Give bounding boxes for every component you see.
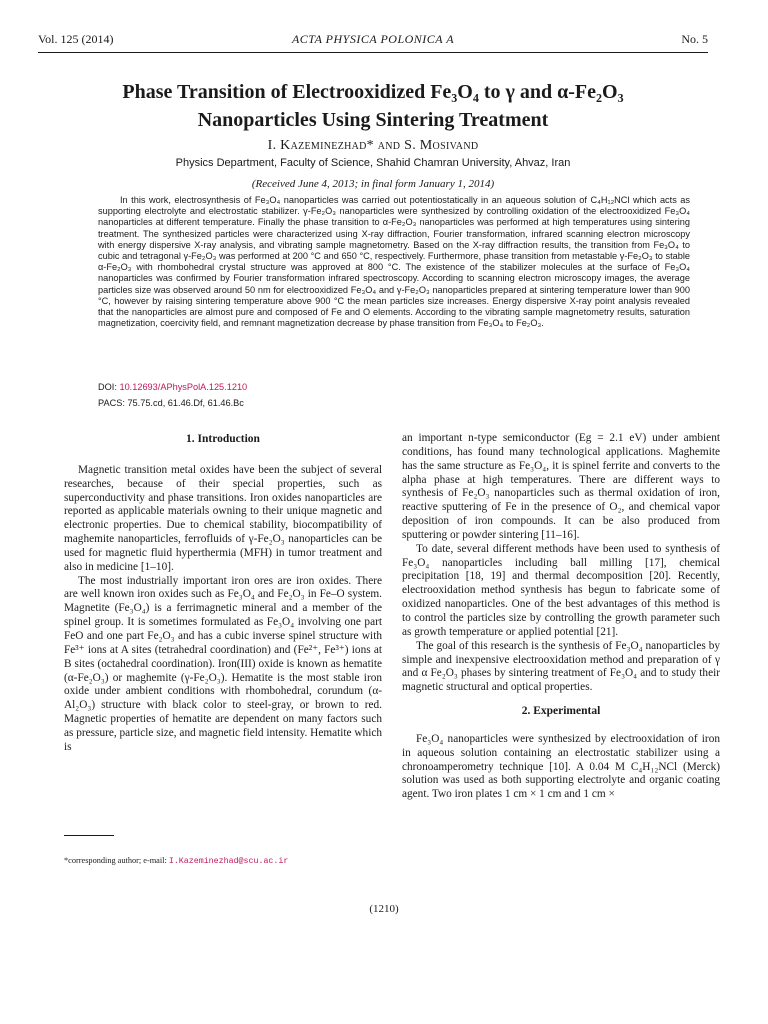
paragraph: Magnetic transition metal oxides have been the subject of several researches, because of their special properties, such as superconductivity and phase transitions. Iron oxides nanoparticles are reported as applicable materials owning to their unique magnetic and electronic properties. Due to chemical stability, biocompatibility of maghemite nanoparticles, ferrofluids of γ-Fe₂O₃ nanoparticles can be used for magnetic fluid hyperthermia (MFH) in tumor treatment and also in medicine [1–10]. [64,463,382,573]
doi-link[interactable]: 10.12693/APhysPolA.125.1210 [119,382,248,392]
received-date: (Received June 4, 2013; in final form January 1, 2014) [251,178,495,190]
abstract: In this work, electrosynthesis of Fe₃O₄ nanoparticles was carried out potentiostatically in an aqueous solution of C₄H₁₂NCl which acts as supporting electrolyte and electrostatic stabilizer. γ-Fe₂O₃ nanoparticles were synthesized by controlling oxidation of the electrooxidized Fe₃O₄ nanoparticles at different temperature. Finally the phase transition to α-Fe₂O₃ nanoparticles was performed at high temperatures using sintering treatment. The synthesized particles were characterized using X-ray diffraction, Fourier transformation, infrared scanning electron microscopy with energy dispersive X-ray analysis, and vibrating sample magnetometry. Based on the X-ray diffraction results, the transition from Fe₃O₄ to cubic and tetragonal γ-Fe₂O₃ was performed at 200 °C and 650 °C, respectively. Furthermore, phase transition from metastable γ-Fe₂O₃ to stable α-Fe₂O₃ with rhombohedral crystal structure was approved at 800 °C. The existence of the stabilizer molecules at the surface of Fe₃O₄ nanoparticles was confirmed by Fourier transformation infrared spectroscopy. According to scanning electron microscopy images, the average particles size was observed around 50 nm for electrooxidized Fe₃O₄ and γ-Fe₂O₃ nanoparticles prepared at sintering temperature lower than 900 °C, however by raising sintering temperature above 900 °C the mean particles size increases. Energy dispersive X-ray point analysis revealed that the nanoparticles are almost pure and composed of Fe and O elements. According to the vibrating sample magnetometry results, saturation magnetization, coercivity field, and remnant magnetization decrease by phase transition from Fe₃O₄ to Fe₂O₃. [98,195,690,329]
authors: I. Kazeminezhad* and S. Mosivand [267,138,479,153]
title-line-2: Nanoparticles Using Sintering Treatment [197,109,549,131]
footnote-rule [64,835,114,836]
paragraph: The goal of this research is the synthesis of Fe₃O₄ nanoparticles by simple and inexpensive electrooxidation method and preparation of γ and α Fe₂O₃ phases by sintering treatment of Fe₃O₄ and to study their magnetic structural and optical properties. [402,639,720,694]
left-column [64,433,382,755]
article-title [38,78,708,134]
volume-info: Vol. 125 (2014) [38,32,114,46]
author-email-link[interactable]: I.Kazeminezhad@scu.ac.ir [168,857,289,866]
section-heading-introduction: 1. Introduction [186,433,260,445]
title-line-1: Phase Transition of Electrooxidized Fe₃O₄ to γ and α-Fe₂O₃ [122,81,624,103]
section-heading-experimental: 2. Experimental [521,705,601,718]
doi-label: DOI: [98,382,120,392]
doi [98,382,690,392]
paragraph: Fe₃O₄ nanoparticles were synthesized by electrooxidation of iron in aqueous solution containing an electrostatic stabilizer using a chronoamperometry technique [10]. A 0.04 M C₄H₁₂NCl (Merck) solution was used as both supporting electrolyte and organic coating agent. Two iron plates 1 cm × 1 cm and 1 cm × [402,732,720,801]
running-header [38,32,708,50]
footnote-label: *corresponding author; e-mail: [64,856,169,865]
affiliation: Physics Department, Faculty of Science, Shahid Chamran University, Ahvaz, Iran [175,157,571,169]
header-rule [38,52,708,53]
paragraph: The most industrially important iron ores are iron oxides. There are well known iron oxides such as Fe₃O₄ and Fe₂O₃ in Fe–O system. Magnetite (Fe₃O₄) is a ferrimagnetic mineral and a member of the spinel group. It is sometimes formulated as Fe₃O₄ involving one part FeO and one part Fe₂O₃ and has a cubic inverse spinel structure with Fe³⁺ ions at A sites (tetrahedral coordination) and (Fe²⁺, Fe³⁺) ions at B sites (octahedral coordination). Iron(III) oxide is known as hematite (α-Fe₂O₃) or maghemite (γ-Fe₂O₃). Hematite is the most stable iron oxide under ambient conditions with rhombohedral, corundum (α-Al₂O₃) structure with black color to steel-gray, or brown to red. Magnetic properties of hematite are dependent on many factors such as pressure, particle size, and magnetic field intensity. Hematite which is [64,574,382,753]
issue-number: No. 5 [681,32,708,46]
right-column [402,432,720,802]
journal-name: ACTA PHYSICA POLONICA A [291,32,455,46]
pacs-codes: PACS: 75.75.cd, 61.46.Df, 61.46.Bc [98,398,244,408]
footnote [64,856,394,866]
paragraph: To date, several different methods have been used to synthesis of Fe₃O₄ nanoparticles including ball milling [17], chemical precipitation [18, 19] and thermal decomposition [20]. Recently, electrooxidation method synthesis has begun to fabricate some of oxidized nanoparticles. One of the best advantages of this method is to control the particles size by controlling the growth parameter such as growth temperature or applied potential [21]. [402,542,720,638]
paragraph: an important n-type semiconductor (Eg = 2.1 eV) under ambient conditions, has found many technological applications. Maghemite has the same structure as Fe₃O₄, it is spinel ferrite and converts to the alpha phase at high temperatures. There are different ways to synthesis of Fe₂O₃ nanoparticles such as thermal oxidation of iron, reactive sputtering of Fe in the presence of O₂, and chemical vapor deposition of iron compounds. It can be also produced from sputtering or powder sintering [11–16]. [402,432,720,541]
page-number: (1210) [369,903,399,915]
